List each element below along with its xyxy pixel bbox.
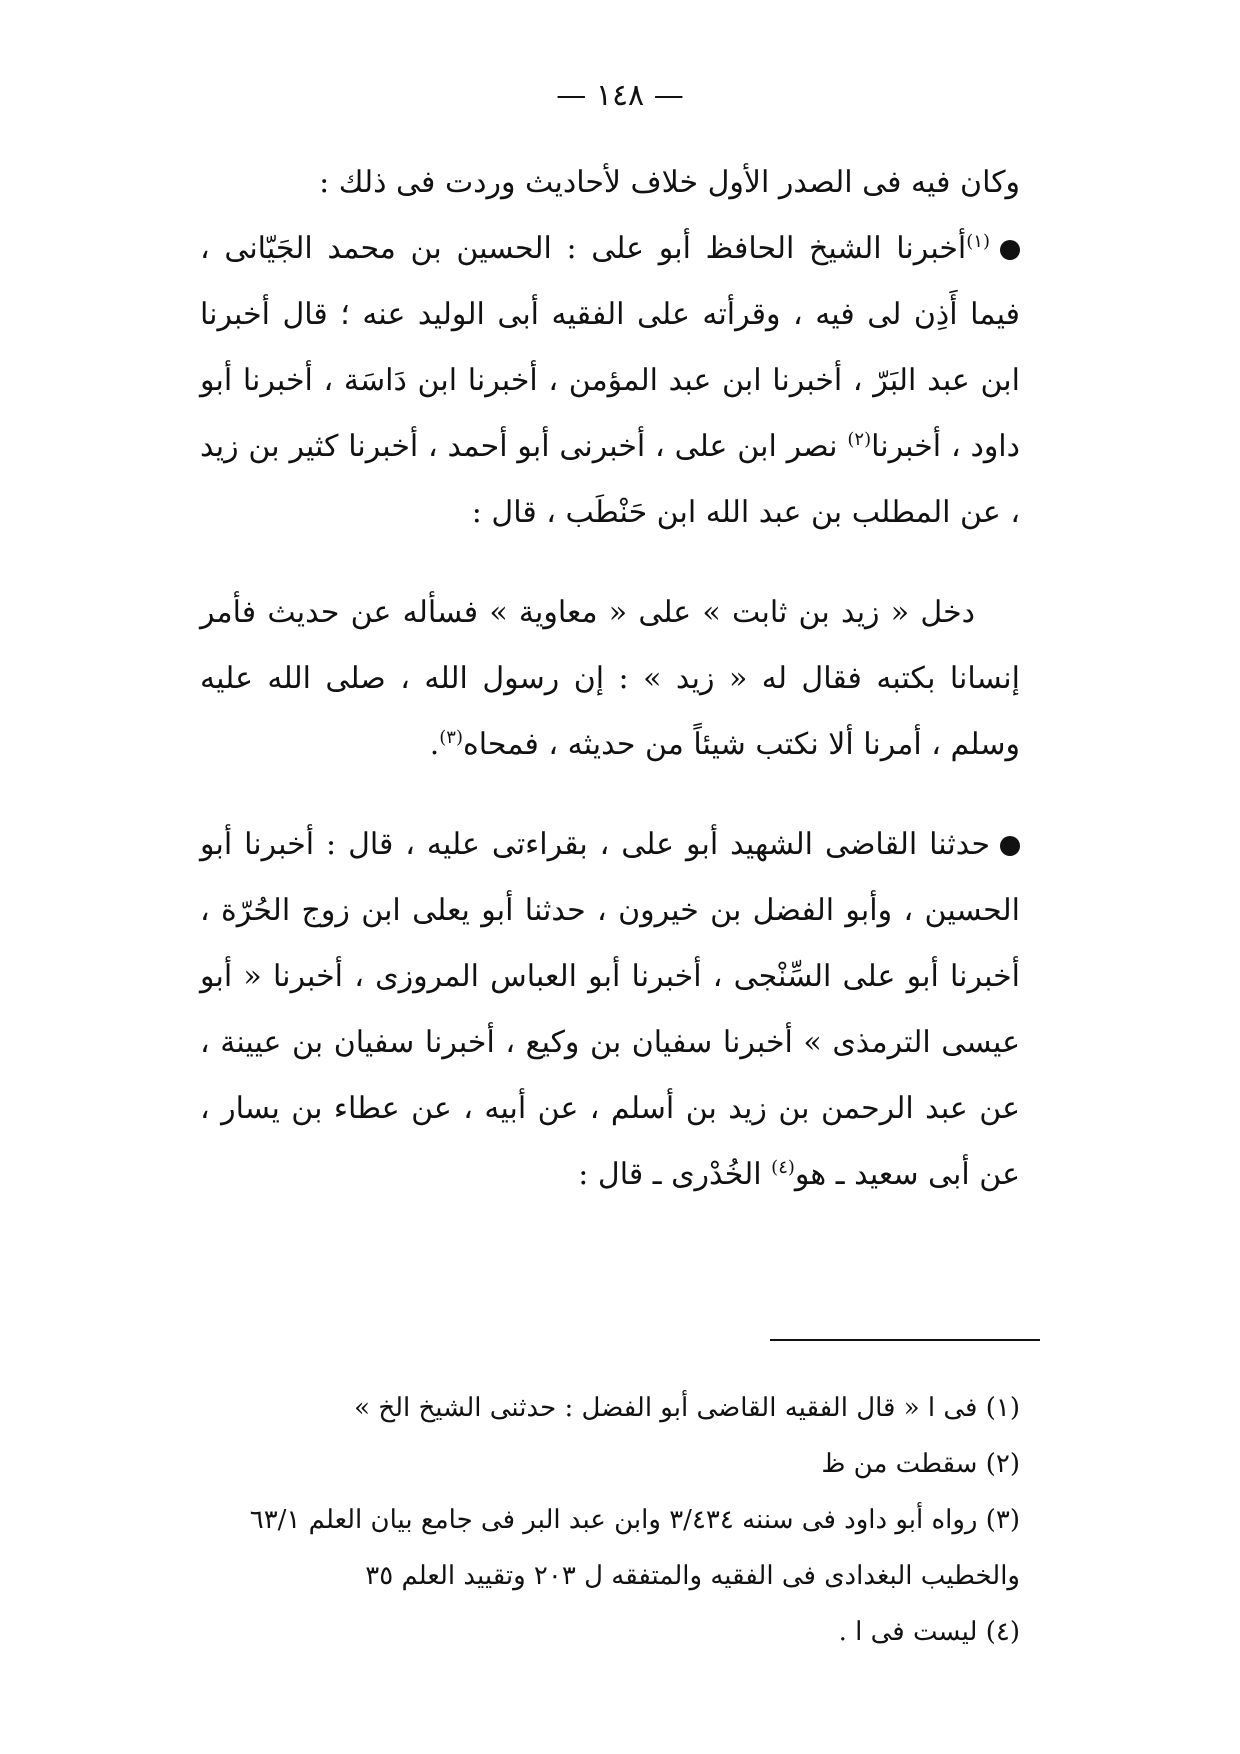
paragraph-intro	[200, 150, 1020, 216]
bullet-icon	[1000, 240, 1020, 260]
paragraph-hadith-text: دخل « زيد بن ثابت » على « معاوية » فسأله عن حديث فأمر إنسانا بكتبه فقال له « زيد » : إن رسول الله ، صلى الله عليه وسلم ، أمرنا ألا نكتب شيئاً من حديثه ، فمحاه	[200, 595, 1020, 762]
paragraph-isnad-2	[200, 812, 1020, 1208]
footnote-1: (١) فى ا « قال الفقيه القاضى أبو الفضل : حدثنى الشيخ الخ »	[354, 1393, 1020, 1423]
paragraph-isnad-1-text-a: أخبرنا الشيخ الحافظ أبو على : الحسين بن محمد الجَيّانى ، فيما أَذِن لى فيه ، وقرأته على الفقيه أبى الوليد عنه ؛ قال أخبرنا ابن عبد البَرّ ، أخبرنا ابن عبد المؤمن ، أخبرنا ابن دَاسَة ، أخبرنا أبو داود ، أخبرنا	[200, 231, 1020, 464]
main-text	[200, 150, 1020, 1208]
footnote-mark-3: (٣)	[439, 727, 463, 748]
paragraph-hadith-end: .	[429, 727, 440, 762]
paragraph-hadith	[200, 580, 1020, 778]
footnote-4: (٤) ليست فى ا .	[838, 1617, 1020, 1647]
paragraph-isnad-1-text-b: نصر ابن على ، أخبرنى أبو أحمد ، أخبرنا كثير بن زيد ، عن المطلب بن عبد الله ابن حَنْطَب ، قال :	[200, 429, 1020, 530]
paragraph-isnad-2-text-b: الخُدْرى ـ قال :	[578, 1157, 762, 1192]
footnote-divider	[770, 1339, 1040, 1341]
footnote-mark-2: (٢)	[847, 429, 872, 450]
footnote-mark-4: (٤)	[771, 1157, 795, 1178]
footnote-mark-1: (١)	[966, 231, 990, 252]
paragraph-isnad-1	[200, 216, 1020, 546]
page-number: — ١٤٨ —	[556, 78, 684, 113]
footnotes	[200, 1380, 1020, 1660]
footnote-2: (٢) سقطت من ظ	[821, 1449, 1020, 1479]
paragraph-isnad-2-text-a: حدثنا القاضى الشهيد أبو على ، بقراءتى عليه ، قال : أخبرنا أبو الحسين ، وأبو الفضل بن خيرون ، حدثنا أبو يعلى ابن زوج الحُرّة ، أخبرنا أبو على السِّنْجى ، أخبرنا أبو العباس المروزى ، أخبرنا « أبو عيسى الترمذى » أخبرنا سفيان بن وكيع ، أخبرنا سفيان بن عيينة ، عن عبد الرحمن بن زيد بن أسلم ، عن أبيه ، عن عطاء بن يسار ، عن أبى سعيد ـ هو	[200, 827, 1021, 1192]
footnote-3: (٣) رواه أبو داود فى سننه ٣/٤٣٤ وابن عبد البر فى جامع بيان العلم ٦٣/١ والخطيب البغدادى فى الفقيه والمتفقه ل ٢٠٣ وتقييد العلم ٣٥	[249, 1505, 1020, 1591]
paragraph-intro-text: وكان فيه فى الصدر الأول خلاف لأحاديث وردت فى ذلك :	[319, 165, 1020, 200]
bullet-icon	[1000, 836, 1020, 856]
